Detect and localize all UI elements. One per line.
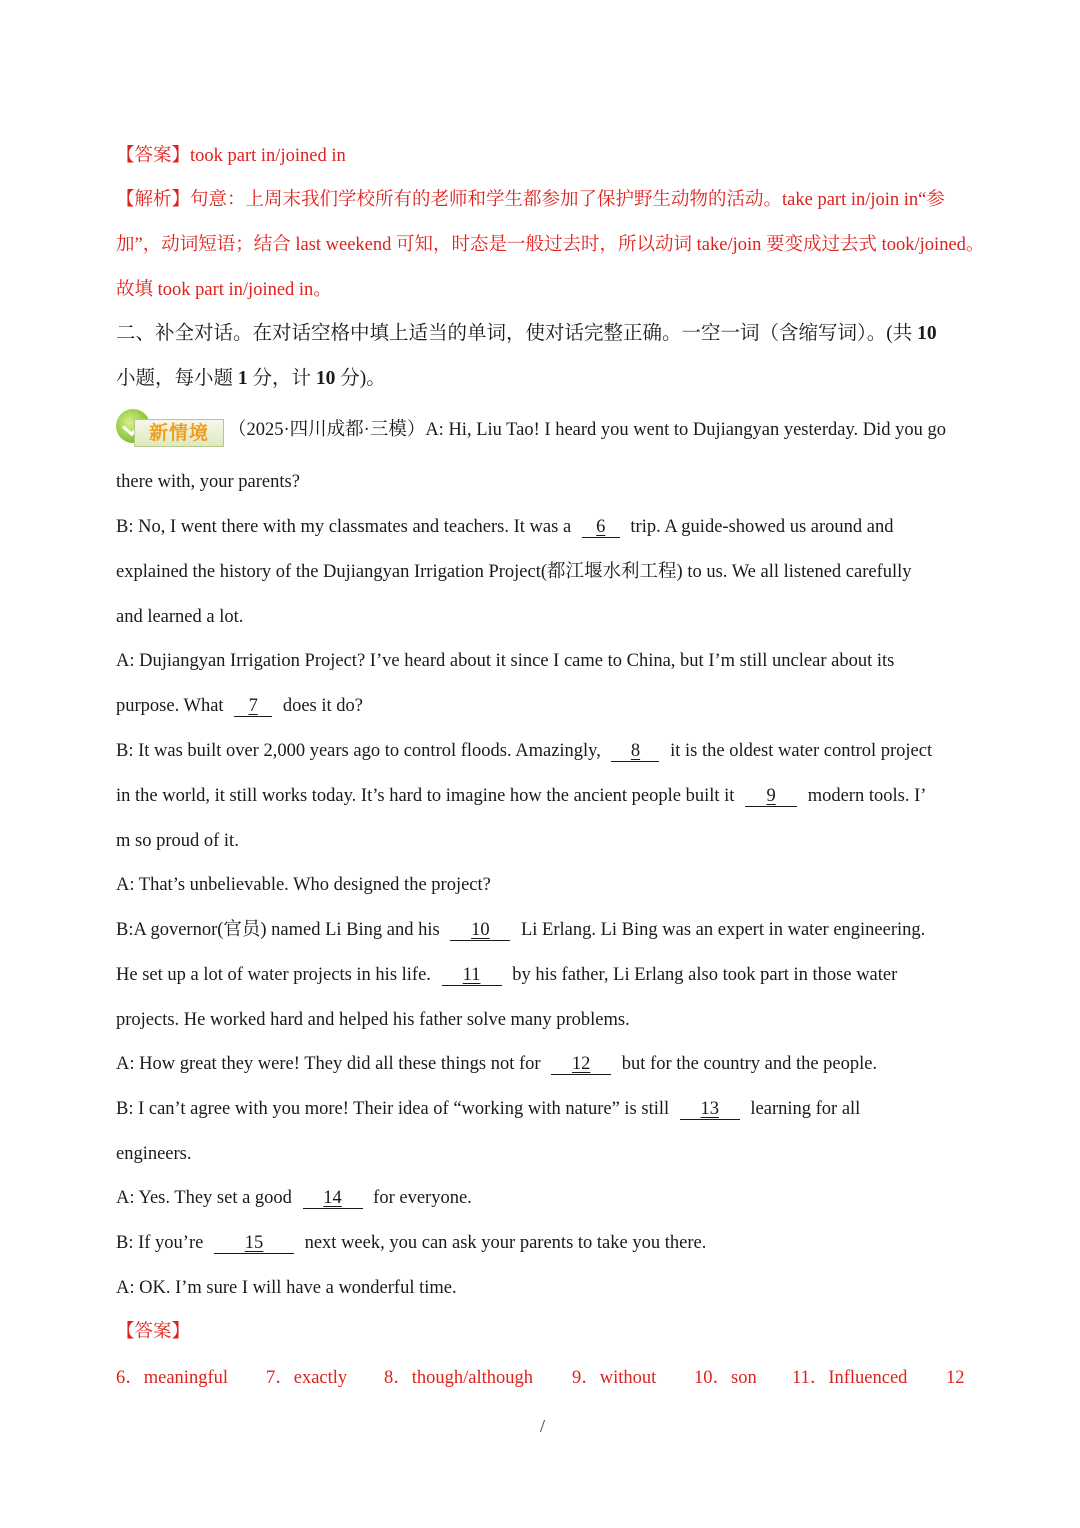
dialogue-text: it is the oldest water control project: [670, 741, 933, 761]
page-number: /: [540, 1416, 546, 1436]
section-title-text-4: 分)。: [335, 368, 386, 389]
dialogue-text: purpose. What: [116, 696, 224, 716]
section-title-score: 1: [237, 368, 248, 389]
dialogue-line: A: Dujiangyan Irrigation Project? I’ve heard about it since I came to China, but I’m still unclear about its: [116, 651, 895, 671]
dialogue-text: in the world, it still works today. It’s hard to imagine how the ancient people built it: [116, 786, 735, 806]
section-title-text-3: 分，计: [247, 368, 316, 389]
dialogue-line: m so proud of it.: [116, 831, 239, 851]
dialogue-line: [116, 513, 976, 541]
dialogue-line: [116, 1095, 976, 1123]
dialogue-line: [116, 1229, 976, 1257]
dialogue-line: there with, your parents?: [116, 472, 300, 492]
analysis-line-1: [116, 186, 976, 214]
blank-10[interactable]: 10: [450, 920, 510, 941]
dialogue-intro-line: [116, 410, 976, 451]
section-title-count: 10: [917, 323, 937, 344]
blank-7[interactable]: 7: [234, 696, 272, 717]
new-context-badge: [116, 409, 224, 449]
dialogue-line: A: OK. I’m sure I will have a wonderful time.: [116, 1278, 457, 1298]
answer-list: [116, 1364, 976, 1392]
dialogue-text: B: I can’t agree with you more! Their idea of “working with nature” is still: [116, 1099, 670, 1119]
answer-line: [116, 142, 976, 170]
blank-9[interactable]: 9: [745, 786, 797, 807]
dialogue-text: does it do?: [282, 696, 363, 716]
dialogue-text: trip. A guide-showed us around and: [630, 517, 894, 537]
answer-item: 11．Influenced: [792, 1368, 908, 1388]
section-title-line-2: [116, 365, 976, 393]
dialogue-line: projects. He worked hard and helped his father solve many problems.: [116, 1010, 630, 1030]
dialogue-line: [116, 1050, 976, 1078]
blank-13[interactable]: 13: [680, 1099, 740, 1120]
answer-label-2: 【答案】: [116, 1322, 191, 1342]
answer-item: 10．son: [694, 1368, 757, 1388]
dialogue-text: learning for all: [750, 1099, 861, 1119]
dialogue-text: next week, you can ask your parents to take you there.: [304, 1233, 707, 1253]
dialogue-text: Li Erlang. Li Bing was an expert in water engineering.: [520, 920, 926, 940]
dialogue-line: [116, 961, 976, 989]
analysis-label: 【解析】: [116, 190, 191, 210]
answer-item: 7．exactly: [266, 1368, 348, 1388]
dialogue-line: engineers.: [116, 1144, 192, 1164]
section-title-text-2: 小题，每小题: [116, 368, 238, 389]
dialogue-text: B: No, I went there with my classmates and teachers. It was a: [116, 517, 572, 537]
dialogue-text: He set up a lot of water projects in his life.: [116, 965, 431, 985]
dialogue-line: and learned a lot.: [116, 607, 244, 627]
dialogue-line: [116, 782, 976, 810]
answer-item: 12: [946, 1368, 965, 1388]
dialogue-line: [116, 692, 976, 720]
dialogue-line: [116, 916, 976, 944]
answer-item: 6．meaningful: [116, 1368, 229, 1388]
dialogue-line: explained the history of the Dujiangyan Irrigation Project(都江堰水利工程) to us. We all listened carefully: [116, 562, 912, 582]
dialogue-text: for everyone.: [373, 1188, 472, 1208]
answer-text: took part in/joined in: [190, 146, 346, 166]
blank-12[interactable]: 12: [551, 1054, 611, 1075]
dialogue-text: but for the country and the people.: [621, 1054, 878, 1074]
analysis-text-1: 句意：上周末我们学校所有的老师和学生都参加了保护野生动物的活动。take part in/join in“参: [190, 190, 945, 210]
answer-label: 【答案】: [116, 146, 191, 166]
dialogue-line: [116, 737, 976, 765]
dialogue-text: by his father, Li Erlang also took part in those water: [512, 965, 898, 985]
section-title-text: 二、补全对话。在对话空格中填上适当的单词，使对话完整正确。一空一词（含缩写词）。(共: [116, 323, 918, 344]
dialogue-intro: （2025·四川成都·三模）A: Hi, Liu Tao! I heard you went to Dujiangyan yesterday. Did you go: [228, 420, 947, 440]
dialogue-text: A: How great they were! They did all these things not for: [116, 1054, 541, 1074]
answer-item: 9．without: [572, 1368, 657, 1388]
analysis-line-2: 加”，动词短语；结合 last weekend 可知，时态是一般过去时，所以动词 take/join 要变成过去式 took/joined。: [116, 235, 985, 255]
blank-8[interactable]: 8: [611, 741, 659, 762]
badge-label: 新情境: [134, 419, 224, 447]
dialogue-line: [116, 1184, 976, 1212]
blank-11[interactable]: 11: [442, 965, 502, 986]
dialogue-line: A: That’s unbelievable. Who designed the project?: [116, 875, 491, 895]
section-title-total: 10: [315, 368, 336, 389]
analysis-line-3: 故填 took part in/joined in。: [116, 280, 332, 300]
section-title-line-1: [116, 320, 976, 348]
dialogue-text: B: It was built over 2,000 years ago to control floods. Amazingly,: [116, 741, 601, 761]
dialogue-text: B:A governor(官员) named Li Bing and his: [116, 920, 440, 940]
blank-14[interactable]: 14: [303, 1188, 363, 1209]
dialogue-text: A: Yes. They set a good: [116, 1188, 292, 1208]
blank-6[interactable]: 6: [582, 517, 620, 538]
dialogue-text: modern tools. I’: [807, 786, 927, 806]
blank-15[interactable]: 15: [214, 1233, 294, 1254]
answer-item: 8．though/although: [384, 1368, 534, 1388]
dialogue-text: B: If you’re: [116, 1233, 204, 1253]
